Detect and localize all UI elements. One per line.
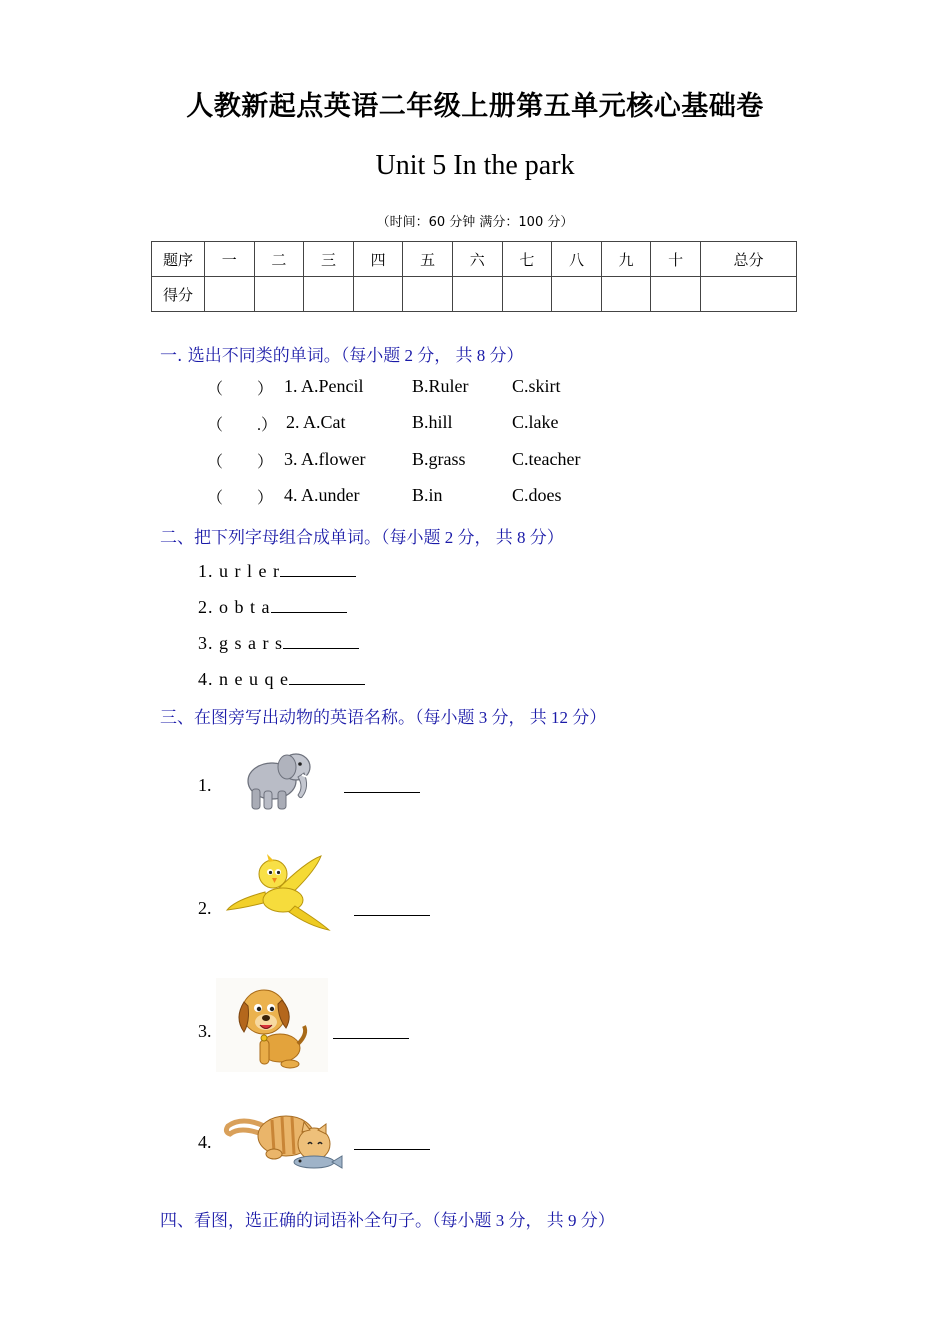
section4-note: （每小题 3 分， 共 9 分）: [432, 1211, 615, 1230]
score-input-cell[interactable]: [601, 277, 651, 312]
unit-title: Unit 5 In the park: [375, 150, 575, 181]
score-input-cell[interactable]: [700, 277, 796, 312]
score-cell: 一: [205, 242, 255, 277]
option-b: B.in: [412, 485, 443, 505]
option-c: C.lake: [512, 412, 559, 432]
page-title: 人教新起点英语二年级上册第五单元核心基础卷: [186, 91, 764, 122]
animal-number: 4.: [198, 1132, 212, 1152]
scramble-item: [198, 594, 347, 618]
score-cell: 八: [552, 242, 602, 277]
section1-note: （每小题 2 分， 共 8 分）: [340, 346, 524, 365]
score-input-cell[interactable]: [254, 277, 304, 312]
answer-blank[interactable]: [280, 558, 356, 577]
score-cell: 四: [353, 242, 403, 277]
option-c: C.skirt: [512, 376, 561, 396]
score-cell: 总分: [700, 242, 796, 277]
answer-paren-right: ）: [257, 381, 274, 398]
answer-blank[interactable]: [289, 666, 365, 685]
scramble-item: [198, 558, 356, 582]
scramble-letters: 1. u r l e r: [198, 561, 280, 581]
score-cell: 十: [651, 242, 701, 277]
answer-blank[interactable]: [354, 897, 430, 916]
answer-paren-left[interactable]: （: [207, 417, 224, 434]
score-table-score-row: [152, 277, 797, 312]
option-c: C.teacher: [512, 449, 581, 469]
cat-icon: [222, 1104, 344, 1174]
answer-paren-left[interactable]: （: [207, 490, 224, 507]
option-a: 3. A.flower: [284, 449, 366, 469]
section3-note: （每小题 3 分， 共 12 分）: [415, 708, 607, 727]
score-cell: 九: [601, 242, 651, 277]
section4-title: 四、看图，选正确的词语补全句子。: [160, 1211, 432, 1231]
score-input-cell[interactable]: [304, 277, 354, 312]
answer-blank[interactable]: [354, 1131, 430, 1150]
scramble-item: [198, 630, 359, 654]
score-table: [151, 241, 797, 312]
section4-heading: [160, 1206, 615, 1231]
time-info: （时间：60 分钟 满分：100 分）: [376, 215, 574, 230]
option-b: B.Ruler: [412, 376, 469, 396]
option-b: B.hill: [412, 412, 453, 432]
score-cell: 三: [304, 242, 354, 277]
scramble-letters: 4. n e u q e: [198, 669, 289, 689]
option-b: B.grass: [412, 449, 466, 469]
answer-blank[interactable]: [344, 774, 420, 793]
answer-blank[interactable]: [271, 594, 347, 613]
answer-paren-right: ）: [257, 490, 274, 507]
answer-blank[interactable]: [283, 630, 359, 649]
score-input-cell[interactable]: [205, 277, 255, 312]
scramble-letters: 2. o b t a: [198, 597, 271, 617]
animal-number: 2.: [198, 898, 212, 918]
section3-heading: [160, 703, 606, 728]
dog-icon: [216, 978, 328, 1072]
section3-title: 三、在图旁写出动物的英语名称。: [160, 708, 415, 728]
elephant-icon: [240, 745, 315, 815]
section2-note: （每小题 2 分， 共 8 分）: [381, 528, 564, 547]
answer-paren-right: .）: [257, 417, 278, 434]
score-cell: 七: [502, 242, 552, 277]
score-input-cell[interactable]: [403, 277, 453, 312]
score-row-label: 得分: [152, 277, 205, 312]
section1-heading: [160, 341, 524, 366]
section2-heading: [160, 523, 564, 548]
answer-blank[interactable]: [333, 1020, 409, 1039]
answer-paren-right: ）: [257, 454, 274, 471]
option-c: C.does: [512, 485, 562, 505]
score-input-cell[interactable]: [502, 277, 552, 312]
answer-paren-left[interactable]: （: [207, 381, 224, 398]
score-input-cell[interactable]: [651, 277, 701, 312]
option-a: 1. A.Pencil: [284, 376, 364, 396]
score-input-cell[interactable]: [452, 277, 502, 312]
scramble-letters: 3. g s a r s: [198, 633, 283, 653]
scramble-item: [198, 666, 365, 690]
section2-title: 二、把下列字母组合成单词。: [160, 528, 381, 548]
score-cell: 五: [403, 242, 453, 277]
score-cell: 题序: [152, 242, 205, 277]
animal-number: 1.: [198, 775, 212, 795]
option-a: 4. A.under: [284, 485, 360, 505]
section1-title: 一. 选出不同类的单词。: [160, 346, 341, 366]
bird-icon: [225, 852, 335, 934]
answer-paren-left[interactable]: （: [207, 454, 224, 471]
score-cell: 六: [452, 242, 502, 277]
option-a: 2. A.Cat: [286, 412, 346, 432]
score-input-cell[interactable]: [353, 277, 403, 312]
animal-number: 3.: [198, 1021, 212, 1041]
score-table-header-row: [152, 242, 797, 277]
score-cell: 二: [254, 242, 304, 277]
score-input-cell[interactable]: [552, 277, 602, 312]
